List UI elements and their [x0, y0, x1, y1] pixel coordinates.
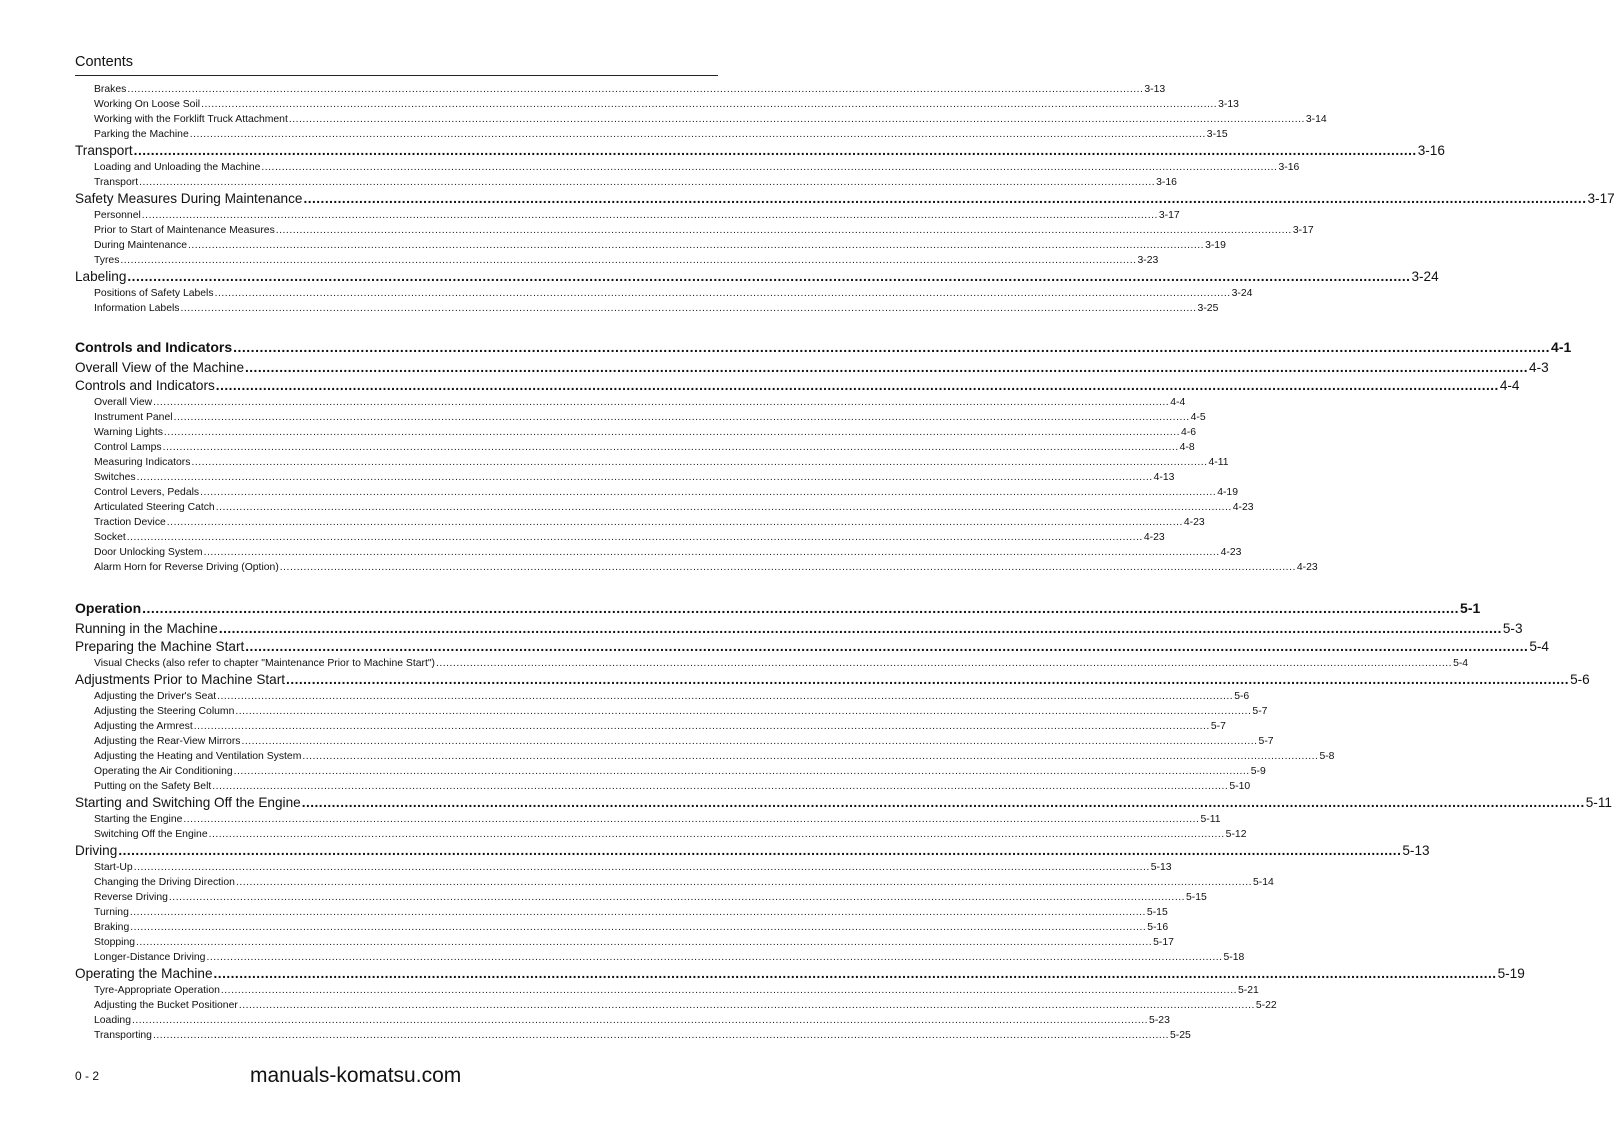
toc-entry-page: 5-10 [1229, 781, 1251, 792]
toc-entry[interactable] [75, 920, 1169, 935]
dot-leader: ............................................................................................................................................................................................................................................................................................................ [133, 862, 1150, 873]
dot-leader: ............................................................................................................................................................................................................................................................................................................ [118, 843, 1402, 858]
toc-entry-page: 3-19 [1205, 240, 1226, 251]
toc-entry-title: Running in the Machine [75, 621, 218, 636]
toc-entry[interactable] [75, 905, 1168, 920]
toc-entry-page: 5-14 [1253, 877, 1274, 888]
dot-leader: ............................................................................................................................................................................................................................................................................................................ [286, 672, 1570, 687]
toc-entry-title: Changing the Driving Direction [94, 877, 235, 888]
toc-entry-title: Putting on the Safety Belt [94, 781, 212, 792]
toc-entry[interactable] [75, 983, 1259, 998]
toc-entry-title: Controls and Indicators [75, 339, 233, 355]
toc-entry-title: Switches [94, 472, 136, 483]
toc-entry-page: 5-3 [1502, 621, 1523, 636]
toc-entry-title: Labeling [75, 269, 127, 284]
dot-leader: ............................................................................................................................................................................................................................................................................................................ [163, 427, 1180, 438]
toc-entry-title: Preparing the Machine Start [75, 639, 245, 654]
dot-leader: ............................................................................................................................................................................................................................................................................................................ [245, 639, 1529, 654]
toc-entry-page: 5-6 [1234, 691, 1250, 702]
toc-entry-page: 4-19 [1217, 487, 1238, 498]
header-rule [75, 75, 718, 76]
toc-entry-page: 5-12 [1225, 829, 1247, 840]
dot-leader: ............................................................................................................................................................................................................................................................................................................ [201, 99, 1218, 110]
toc-entry-page: 3-24 [1231, 288, 1253, 299]
toc-entry[interactable] [75, 812, 1221, 827]
toc-entry-title: Working On Loose Soil [94, 99, 201, 110]
toc-entry[interactable] [75, 223, 1314, 238]
toc-entry-title: Adjusting the Armrest [94, 721, 193, 732]
toc-entry[interactable] [75, 97, 1239, 112]
dot-leader: ............................................................................................................................................................................................................................................................................................................ [208, 829, 1225, 840]
toc-entry-title: Starting and Switching Off the Engine [75, 795, 301, 810]
dot-leader: ............................................................................................................................................................................................................................................................................................................ [173, 412, 1190, 423]
toc-entry-page: 5-6 [1570, 672, 1590, 687]
dot-leader: ............................................................................................................................................................................................................................................................................................................ [139, 177, 1156, 188]
toc-entry-page: 4-6 [1180, 427, 1197, 438]
toc-entry-title: Adjusting the Rear-View Mirrors [94, 736, 241, 747]
toc-entry-title: Driving [75, 843, 118, 858]
dot-leader: ............................................................................................................................................................................................................................................................................................................ [203, 547, 1220, 558]
toc-entry[interactable] [75, 160, 1300, 175]
toc-entry-page: 4-8 [1179, 442, 1195, 453]
toc-entry-title: Traction Device [94, 517, 166, 528]
toc-entry-page: 5-9 [1250, 766, 1266, 777]
dot-leader: ............................................................................................................................................................................................................................................................................................................ [191, 457, 1208, 468]
toc-entry-title: Tyre-Appropriate Operation [94, 985, 220, 996]
toc-entry[interactable] [75, 286, 1253, 301]
toc-entry[interactable] [75, 764, 1266, 779]
toc-entry-page: 3-25 [1197, 303, 1219, 314]
toc-entry-page: 5-25 [1170, 1030, 1191, 1041]
toc-entry[interactable] [75, 470, 1175, 485]
toc-entry-page: 3-24 [1411, 269, 1439, 284]
toc-entry-page: 4-23 [1232, 502, 1254, 513]
toc-entry-title: Measuring Indicators [94, 457, 191, 468]
toc-entry-page: 3-23 [1137, 255, 1159, 266]
toc-entry-title: Door Unlocking System [94, 547, 203, 558]
toc-section[interactable] [75, 842, 1430, 860]
toc-entry-page: 3-13 [1144, 84, 1166, 95]
toc-entry-title: Longer-Distance Driving [94, 952, 206, 963]
toc-entry-page: 4-23 [1143, 532, 1165, 543]
toc-entry-title: Transport [94, 177, 139, 188]
toc-entry-page: 5-16 [1147, 922, 1169, 933]
dot-leader: ............................................................................................................................................................................................................................................................................................................ [245, 360, 1529, 375]
toc-entry-title: Adjusting the Driver's Seat [94, 691, 217, 702]
toc-section[interactable] [75, 671, 1590, 689]
dot-leader: ............................................................................................................................................................................................................................................................................................................ [193, 721, 1210, 732]
toc-entry-page: 5-11 [1585, 795, 1612, 810]
toc-entry-page: 5-21 [1237, 985, 1259, 996]
toc-entry-title: Safety Measures During Maintenance [75, 191, 303, 206]
dot-leader: ............................................................................................................................................................................................................................................................................................................ [213, 966, 1497, 981]
toc-entry-page: 3-13 [1218, 99, 1239, 110]
toc-entry-title: Switching Off the Engine [94, 829, 208, 840]
toc-entry[interactable] [75, 656, 1469, 671]
toc-entry[interactable] [75, 395, 1186, 410]
dot-leader: ............................................................................................................................................................................................................................................................................................................ [200, 487, 1217, 498]
dot-leader: ............................................................................................................................................................................................................................................................................................................ [126, 532, 1143, 543]
toc-entry[interactable] [75, 860, 1172, 875]
toc-entry[interactable] [75, 530, 1165, 545]
dot-leader: ............................................................................................................................................................................................................................................................................................................ [215, 502, 1232, 513]
toc-entry-title: Loading [94, 1015, 131, 1026]
dot-leader: ............................................................................................................................................................................................................................................................................................................ [153, 397, 1170, 408]
toc-entry[interactable] [75, 208, 1180, 223]
dot-leader: ............................................................................................................................................................................................................................................................................................................ [129, 907, 1146, 918]
dot-leader: ............................................................................................................................................................................................................................................................................................................ [141, 210, 1158, 221]
toc-entry-title: During Maintenance [94, 240, 187, 251]
toc-entry[interactable] [75, 890, 1207, 905]
toc-entry[interactable] [75, 779, 1251, 794]
toc-section[interactable] [75, 190, 1615, 208]
toc-entry[interactable] [75, 998, 1277, 1013]
dot-leader: ............................................................................................................................................................................................................................................................................................................ [136, 472, 1153, 483]
toc-section[interactable] [75, 620, 1523, 638]
toc-entry-page: 3-17 [1158, 210, 1180, 221]
toc-entry-page: 5-7 [1252, 706, 1268, 717]
dot-leader: ............................................................................................................................................................................................................................................................................................................ [215, 378, 1499, 393]
toc-entry-page: 4-23 [1183, 517, 1205, 528]
dot-leader: ............................................................................................................................................................................................................................................................................................................ [162, 442, 1179, 453]
toc-entry-title: Brakes [94, 84, 127, 95]
toc-entry[interactable] [75, 545, 1242, 560]
toc-entry-page: 4-3 [1529, 360, 1549, 375]
toc-entry[interactable] [75, 175, 1177, 190]
dot-leader: ............................................................................................................................................................................................................................................................................................................ [136, 937, 1153, 948]
toc-entry[interactable] [75, 455, 1229, 470]
toc-entry-title: Working with the Forklift Truck Attachment [94, 114, 288, 125]
dot-leader: ............................................................................................................................................................................................................................................................................................................ [241, 736, 1258, 747]
dot-leader: ............................................................................................................................................................................................................................................................................................................ [127, 269, 1411, 284]
toc-entry[interactable] [75, 749, 1335, 764]
toc-entry-page: 5-1 [1460, 600, 1481, 616]
toc-entry-title: Transporting [94, 1030, 152, 1041]
toc-entry-title: Positions of Safety Labels [94, 288, 214, 299]
dot-leader: ............................................................................................................................................................................................................................................................................................................ [127, 84, 1144, 95]
dot-leader: ............................................................................................................................................................................................................................................................................................................ [233, 766, 1250, 777]
dot-leader: ............................................................................................................................................................................................................................................................................................................ [217, 691, 1234, 702]
toc-section[interactable] [75, 359, 1549, 377]
toc-entry-page: 5-23 [1149, 1015, 1170, 1026]
toc-entry-page: 5-4 [1453, 658, 1469, 669]
toc-entry-title: Loading and Unloading the Machine [94, 162, 261, 173]
toc-entry-page: 5-8 [1319, 751, 1335, 762]
toc-entry[interactable] [75, 112, 1327, 127]
toc-entry-title: Personnel [94, 210, 141, 221]
toc-entry[interactable] [75, 734, 1274, 749]
toc-entry-page: 3-17 [1292, 225, 1314, 236]
toc-section[interactable] [75, 142, 1445, 160]
dot-leader: ............................................................................................................................................................................................................................................................................................................ [235, 706, 1252, 717]
toc-entry[interactable] [75, 425, 1197, 440]
dot-leader: ............................................................................................................................................................................................................................................................................................................ [142, 600, 1460, 616]
toc-entry-title: Adjusting the Bucket Positioner [94, 1000, 238, 1011]
toc-entry[interactable] [75, 935, 1174, 950]
toc-entry[interactable] [75, 440, 1195, 455]
toc-entry-page: 5-13 [1150, 862, 1172, 873]
toc-entry[interactable] [75, 253, 1159, 268]
dot-leader: ............................................................................................................................................................................................................................................................................................................ [120, 255, 1137, 266]
toc-entry-page: 4-1 [1551, 339, 1572, 355]
toc-entry[interactable] [75, 950, 1245, 965]
toc-entry-page: 5-19 [1497, 966, 1525, 981]
toc-entry-title: Turning [94, 907, 129, 918]
toc-entry-page: 3-14 [1305, 114, 1327, 125]
toc-section[interactable] [75, 377, 1520, 395]
toc-entry[interactable] [75, 127, 1228, 142]
toc-entry-page: 5-11 [1200, 814, 1221, 825]
dot-leader: ............................................................................................................................................................................................................................................................................................................ [220, 985, 1237, 996]
page-number: 0 - 2 [75, 1069, 100, 1083]
toc-entry-title: Warning Lights [94, 427, 163, 438]
watermark: manuals-komatsu.com [250, 1064, 462, 1087]
toc-entry[interactable] [75, 875, 1274, 890]
toc-entry-title: Braking [94, 922, 130, 933]
dot-leader: ............................................................................................................................................................................................................................................................................................................ [288, 114, 1305, 125]
toc-entry-page: 4-11 [1208, 457, 1229, 468]
toc-section[interactable] [75, 965, 1525, 983]
toc-entry-page: 5-15 [1146, 907, 1168, 918]
table-of-contents [75, 82, 1615, 1043]
toc-entry-title: Visual Checks (also refer to chapter "Maintenance Prior to Machine Start") [94, 658, 435, 669]
dot-leader: ............................................................................................................................................................................................................................................................................................................ [152, 1030, 1170, 1041]
toc-section[interactable] [75, 638, 1549, 656]
toc-entry[interactable] [75, 485, 1238, 500]
toc-entry[interactable] [75, 704, 1268, 719]
toc-entry-page: 5-18 [1223, 952, 1245, 963]
toc-entry-title: Stopping [94, 937, 136, 948]
toc-entry-title: Articulated Steering Catch [94, 502, 215, 513]
dot-leader: ............................................................................................................................................................................................................................................................................................................ [235, 877, 1252, 888]
toc-entry[interactable] [75, 1013, 1170, 1028]
toc-chapter[interactable] [75, 597, 1481, 620]
dot-leader: ............................................................................................................................................................................................................................................................................................................ [133, 143, 1417, 158]
dot-leader: ............................................................................................................................................................................................................................................................................................................ [301, 795, 1585, 810]
dot-leader: ............................................................................................................................................................................................................................................................................................................ [275, 225, 1292, 236]
dot-leader: ............................................................................................................................................................................................................................................................................................................ [168, 892, 1185, 903]
toc-section[interactable] [75, 794, 1612, 812]
toc-entry-title: Control Levers, Pedals [94, 487, 200, 498]
toc-entry-page: 3-15 [1206, 129, 1228, 140]
toc-entry-page: 4-5 [1190, 412, 1206, 423]
dot-leader: ............................................................................................................................................................................................................................................................................................................ [303, 191, 1587, 206]
dot-leader: ............................................................................................................................................................................................................................................................................................................ [238, 1000, 1255, 1011]
toc-entry-title: Starting the Engine [94, 814, 183, 825]
toc-entry-title: Alarm Horn for Reverse Driving (Option) [94, 562, 279, 573]
toc-entry-title: Operating the Air Conditioning [94, 766, 233, 777]
toc-entry[interactable] [75, 301, 1219, 316]
dot-leader: ............................................................................................................................................................................................................................................................................................................ [180, 303, 1197, 314]
toc-entry-page: 3-16 [1156, 177, 1177, 188]
toc-entry-title: Control Lamps [94, 442, 162, 453]
dot-leader: ............................................................................................................................................................................................................................................................................................................ [189, 129, 1206, 140]
toc-entry-page: 4-4 [1499, 378, 1520, 393]
toc-entry-title: Parking the Machine [94, 129, 189, 140]
dot-leader: ............................................................................................................................................................................................................................................................................................................ [206, 952, 1223, 963]
dot-leader: ............................................................................................................................................................................................................................................................................................................ [212, 781, 1229, 792]
toc-entry[interactable] [75, 500, 1254, 515]
toc-entry[interactable] [75, 515, 1205, 530]
toc-entry[interactable] [75, 1028, 1191, 1043]
toc-entry[interactable] [75, 410, 1206, 425]
toc-entry[interactable] [75, 689, 1250, 704]
toc-section[interactable] [75, 268, 1439, 286]
toc-entry-page: 4-13 [1153, 472, 1175, 483]
dot-leader: ............................................................................................................................................................................................................................................................................................................ [188, 240, 1205, 251]
toc-entry-page: 5-17 [1153, 937, 1174, 948]
toc-entry-page: 3-16 [1417, 143, 1445, 158]
toc-entry-title: Operating the Machine [75, 966, 213, 981]
toc-entry-title: Controls and Indicators [75, 378, 215, 393]
toc-entry[interactable] [75, 827, 1247, 842]
dot-leader: ............................................................................................................................................................................................................................................................................................................ [233, 339, 1551, 355]
dot-leader: ............................................................................................................................................................................................................................................................................................................ [261, 162, 1278, 173]
dot-leader: ............................................................................................................................................................................................................................................................................................................ [166, 517, 1183, 528]
toc-entry-page: 5-22 [1255, 1000, 1277, 1011]
toc-entry-title: Tyres [94, 255, 120, 266]
toc-entry-page: 4-23 [1220, 547, 1242, 558]
toc-entry-page: 4-23 [1296, 562, 1318, 573]
toc-entry-page: 3-17 [1587, 191, 1615, 206]
toc-entry-title: Adjusting the Heating and Ventilation System [94, 751, 302, 762]
toc-entry-page: 5-7 [1258, 736, 1274, 747]
toc-entry-page: 5-15 [1185, 892, 1207, 903]
dot-leader: ............................................................................................................................................................................................................................................................................................................ [214, 288, 1231, 299]
dot-leader: ............................................................................................................................................................................................................................................................................................................ [218, 621, 1502, 636]
toc-entry[interactable] [75, 560, 1318, 575]
toc-entry-title: Information Labels [94, 303, 180, 314]
dot-leader: ............................................................................................................................................................................................................................................................................................................ [131, 1015, 1149, 1026]
toc-entry-title: Socket [94, 532, 126, 543]
toc-entry-page: 4-4 [1170, 397, 1186, 408]
toc-entry[interactable] [75, 238, 1226, 253]
toc-entry-title: Adjusting the Steering Column [94, 706, 235, 717]
toc-entry-page: 3-16 [1278, 162, 1300, 173]
toc-entry-title: Overall View of the Machine [75, 360, 244, 375]
toc-entry-title: Instrument Panel [94, 412, 173, 423]
toc-entry-title: Overall View [94, 397, 153, 408]
toc-entry[interactable] [75, 82, 1166, 97]
toc-entry-page: 5-13 [1402, 843, 1430, 858]
dot-leader: ............................................................................................................................................................................................................................................................................................................ [183, 814, 1200, 825]
toc-entry[interactable] [75, 719, 1226, 734]
toc-entry-title: Operation [75, 600, 142, 616]
toc-chapter[interactable] [75, 336, 1572, 359]
toc-entry-title: Reverse Driving [94, 892, 168, 903]
toc-entry-title: Start-Up [94, 862, 133, 873]
toc-entry-title: Prior to Start of Maintenance Measures [94, 225, 275, 236]
page-title: Contents [75, 54, 134, 70]
toc-entry-page: 5-4 [1529, 639, 1549, 654]
toc-entry-title: Adjustments Prior to Machine Start [75, 672, 286, 687]
toc-entry-page: 5-7 [1210, 721, 1226, 732]
dot-leader: ............................................................................................................................................................................................................................................................................................................ [279, 562, 1296, 573]
dot-leader: ............................................................................................................................................................................................................................................................................................................ [302, 751, 1319, 762]
dot-leader: ............................................................................................................................................................................................................................................................................................................ [436, 658, 1453, 669]
dot-leader: ............................................................................................................................................................................................................................................................................................................ [130, 922, 1147, 933]
toc-entry-title: Transport [75, 143, 133, 158]
